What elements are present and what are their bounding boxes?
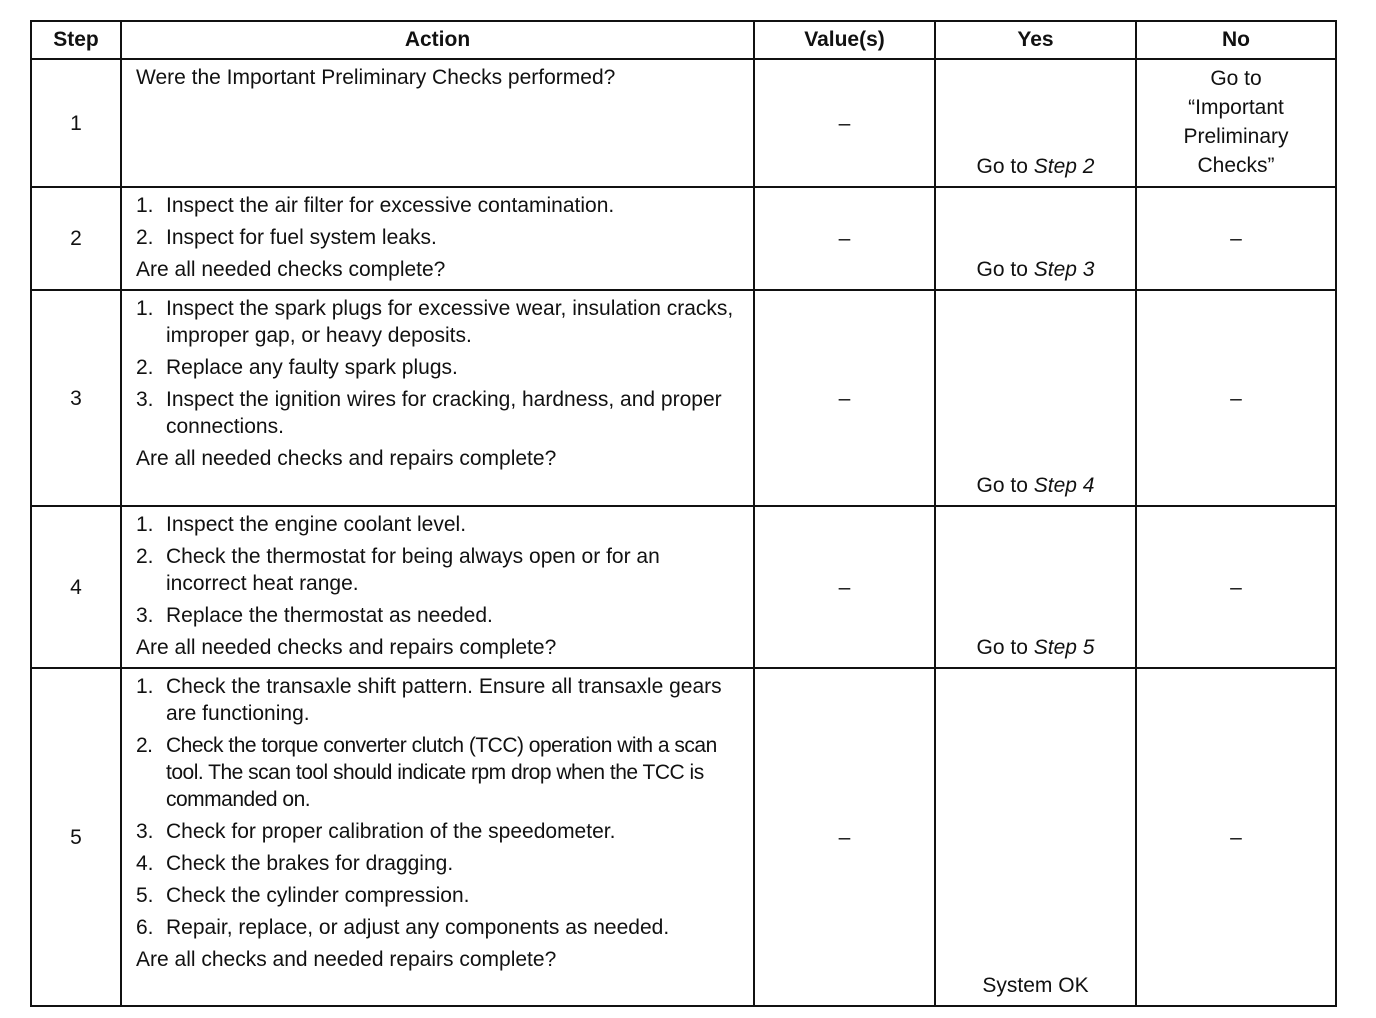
header-values: Value(s) <box>754 21 935 59</box>
no-cell <box>1136 59 1336 187</box>
action-item <box>136 354 745 381</box>
value-cell: – <box>754 59 935 187</box>
yes-cell <box>935 187 1136 290</box>
value-cell: – <box>754 290 935 506</box>
step-number: 5 <box>31 668 121 1006</box>
item-number: 2. <box>136 226 154 249</box>
item-number: 5. <box>136 884 154 907</box>
table-row <box>31 187 1336 290</box>
action-item <box>136 818 745 845</box>
yes-prefix: Go to <box>976 636 1034 659</box>
step-number: 3 <box>31 290 121 506</box>
table-row <box>31 59 1336 187</box>
action-question: Are all needed checks complete? <box>136 258 446 281</box>
no-line: “Important <box>1188 96 1284 119</box>
action-item <box>136 602 745 629</box>
item-number: 2. <box>136 545 154 568</box>
item-number: 2. <box>136 734 153 757</box>
item-text: Check the cylinder compression. <box>166 884 470 907</box>
action-question: Are all needed checks and repairs complete? <box>136 636 557 659</box>
item-text: Inspect the air filter for excessive contamination. <box>166 194 615 217</box>
item-number: 2. <box>136 356 154 379</box>
table-row <box>31 290 1336 506</box>
action-cell <box>121 290 754 506</box>
header-yes: Yes <box>935 21 1136 59</box>
table-row <box>31 506 1336 668</box>
action-cell <box>121 668 754 1006</box>
action-item <box>136 295 745 349</box>
no-cell: – <box>1136 290 1336 506</box>
yes-cell <box>935 668 1136 1006</box>
item-number: 4. <box>136 852 154 875</box>
step-number: 1 <box>31 59 121 187</box>
item-number: 1. <box>136 513 154 536</box>
action-question: Are all checks and needed repairs complete? <box>136 948 557 971</box>
yes-cell <box>935 290 1136 506</box>
value-cell: – <box>754 506 935 668</box>
yes-step-link: Step 2 <box>1033 155 1095 178</box>
item-number: 3. <box>136 604 154 627</box>
yes-step-link: Step 3 <box>1033 258 1095 281</box>
action-item <box>136 192 745 219</box>
action-item <box>136 386 745 440</box>
action-item <box>136 224 745 251</box>
yes-prefix: Go to <box>976 258 1034 281</box>
step-number: 2 <box>31 187 121 290</box>
item-text: Check the transaxle shift pattern. Ensure all transaxle gears are functioning. <box>166 675 722 725</box>
item-number: 3. <box>136 388 154 411</box>
action-item <box>136 543 745 597</box>
yes-step-link: Step 4 <box>1033 474 1095 497</box>
action-item <box>136 673 745 727</box>
no-cell: – <box>1136 506 1336 668</box>
action-item <box>136 850 745 877</box>
action-item <box>136 882 745 909</box>
yes-cell <box>935 506 1136 668</box>
action-cell <box>121 506 754 668</box>
action-item <box>136 732 745 813</box>
no-line: Checks” <box>1197 154 1275 177</box>
item-text: Inspect the ignition wires for cracking, hardness, and proper connections. <box>166 388 722 438</box>
item-text: Check the thermostat for being always open or for an incorrect heat range. <box>166 545 660 595</box>
item-number: 6. <box>136 916 154 939</box>
item-number: 1. <box>136 675 154 698</box>
yes-cell <box>935 59 1136 187</box>
item-text: Check the torque converter clutch (TCC) operation with a scan tool. The scan tool should indicate rpm drop when the TCC is commanded on. <box>166 734 717 811</box>
action-item <box>136 511 745 538</box>
yes-prefix: Go to <box>976 474 1034 497</box>
item-text: Replace the thermostat as needed. <box>166 604 493 627</box>
item-text: Inspect the spark plugs for excessive wear, insulation cracks, improper gap, or heavy deposits. <box>166 297 734 347</box>
value-cell: – <box>754 187 935 290</box>
no-cell: – <box>1136 668 1336 1006</box>
item-text: Replace any faulty spark plugs. <box>166 356 458 379</box>
item-text: Inspect the engine coolant level. <box>166 513 467 536</box>
header-action: Action <box>121 21 754 59</box>
yes-prefix: Go to <box>976 155 1034 178</box>
step-number: 4 <box>31 506 121 668</box>
diagnostic-table <box>30 20 1337 1007</box>
header-no: No <box>1136 21 1336 59</box>
item-text: Repair, replace, or adjust any components as needed. <box>166 916 670 939</box>
header-row <box>31 21 1336 59</box>
value-cell: – <box>754 668 935 1006</box>
action-item <box>136 914 745 941</box>
item-number: 1. <box>136 194 154 217</box>
yes-result: System OK <box>982 974 1089 997</box>
item-text: Check for proper calibration of the speedometer. <box>166 820 616 843</box>
action-cell <box>121 187 754 290</box>
action-question: Are all needed checks and repairs complete? <box>136 447 557 470</box>
action-question: Were the Important Preliminary Checks performed? <box>136 66 616 89</box>
no-line: Go to <box>1210 67 1262 90</box>
no-line: Preliminary <box>1183 125 1289 148</box>
header-step: Step <box>31 21 121 59</box>
item-text: Check the brakes for dragging. <box>166 852 454 875</box>
action-cell <box>121 59 754 187</box>
table-row <box>31 668 1336 1006</box>
item-number: 1. <box>136 297 154 320</box>
no-cell: – <box>1136 187 1336 290</box>
yes-step-link: Step 5 <box>1033 636 1095 659</box>
item-number: 3. <box>136 820 154 843</box>
item-text: Inspect for fuel system leaks. <box>166 226 437 249</box>
